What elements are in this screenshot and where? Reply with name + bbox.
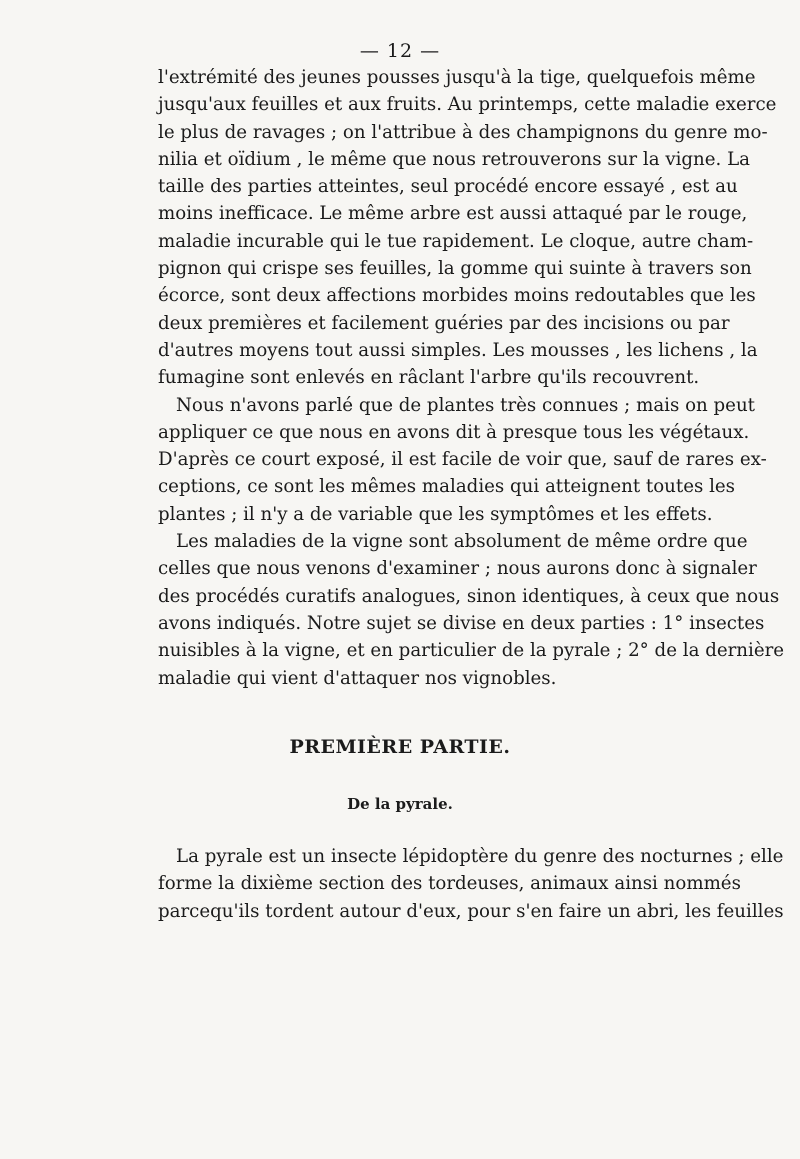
text-line: taille des parties atteintes, seul procédé encore essayé , est au — [158, 176, 738, 198]
text-line: l'extrémité des jeunes pousses jusqu'à la tige, quelquefois même — [158, 67, 756, 88]
text-line: d'autres moyens tout aussi simples. Les mousses , les lichens , la — [158, 339, 758, 361]
text-line: plantes ; il n'y a de variable que les symptômes et les effets. — [158, 503, 713, 525]
text-line: fumagine sont enlevés en râclant l'arbre qu'ils recouvrent. — [158, 367, 700, 389]
text-line: nuisibles à la vigne, et en particulier de la pyrale ; 2° de la dernière — [158, 640, 785, 662]
body-text — [158, 64, 785, 692]
text-line: deux premières et facilement guéries par des incisions ou par — [158, 312, 730, 334]
text-line: celles que nous venons d'examiner ; nous aurons donc à signaler — [158, 558, 757, 580]
text-line: écorce, sont deux affections morbides moins redoutables que les — [158, 285, 756, 307]
text-line: parcequ'ils tordent autour d'eux, pour s'en faire un abri, les feuilles — [158, 900, 784, 922]
text-line: D'après ce court exposé, il est facile de voir que, sauf de rares ex- — [158, 449, 767, 471]
paragraph-4 — [158, 843, 784, 925]
text-line: forme la dixième section des tordeuses, animaux ainsi nommés — [158, 873, 741, 895]
text-line: Nous n'avons parlé que de plantes très connues ; mais on peut — [176, 394, 755, 416]
paragraph-1 — [158, 64, 777, 392]
text-line: nilia et oïdium , le même que nous retrouverons sur la vigne. La — [158, 148, 751, 170]
text-line: maladie qui vient d'attaquer nos vignobles. — [158, 667, 557, 689]
text-line: des procédés curatifs analogues, sinon identiques, à ceux que nous — [158, 585, 780, 607]
text-line: Les maladies de la vigne sont absolument de même ordre que — [176, 531, 748, 553]
paragraph-2 — [158, 392, 767, 528]
text-line: La pyrale est un insecte lépidoptère du genre des nocturnes ; elle — [176, 846, 784, 867]
text-line: le plus de ravages ; on l'attribue à des champignons du genre mo- — [158, 121, 768, 143]
paragraph-3 — [158, 528, 785, 692]
sub-title: De la pyrale. — [347, 795, 453, 813]
text-line: pignon qui crispe ses feuilles, la gomme qui suinte à travers son — [158, 258, 752, 280]
text-line: moins inefficace. Le même arbre est aussi attaqué par le rouge, — [158, 203, 748, 225]
page-number: — 12 — — [359, 40, 441, 62]
text-line: avons indiqués. Notre sujet se divise en deux parties : 1° insectes — [158, 612, 765, 634]
section-title: PREMIÈRE PARTIE. — [289, 736, 511, 758]
body-text-continued — [158, 843, 784, 925]
text-line: appliquer ce que nous en avons dit à presque tous les végétaux. — [158, 421, 750, 443]
text-line: ceptions, ce sont les mêmes maladies qui atteignent toutes les — [158, 476, 736, 498]
text-line: maladie incurable qui le tue rapidement. Le cloque, autre cham- — [158, 230, 754, 252]
text-line: jusqu'aux feuilles et aux fruits. Au printemps, cette maladie exerce — [158, 94, 777, 116]
